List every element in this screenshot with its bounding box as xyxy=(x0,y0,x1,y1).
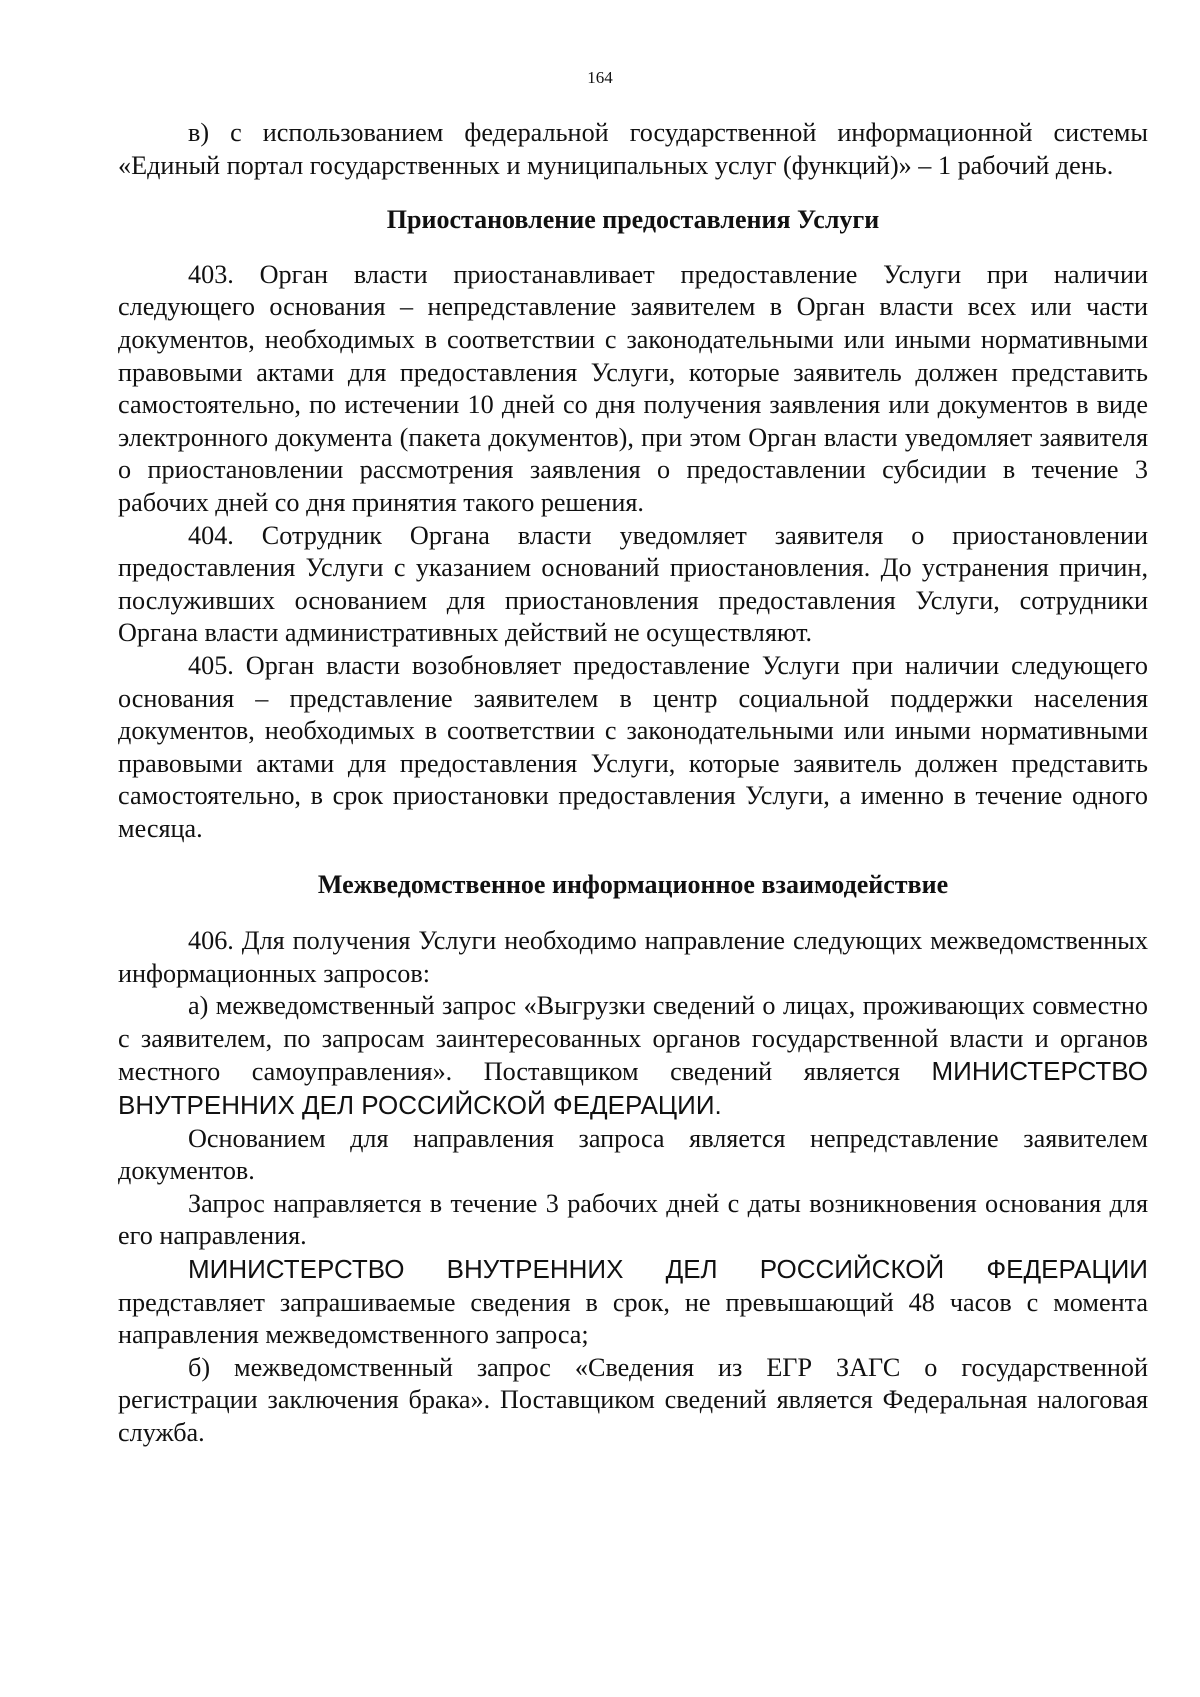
item-a-ministry: МИНИСТЕРСТВО ВНУТРЕННИХ ДЕЛ РОССИЙСКОЙ ФЕДЕРАЦИИ. xyxy=(118,1056,1148,1121)
paragraph-basis: Основанием для направления запроса является непредставление заявителем документов. xyxy=(118,1123,1148,1186)
section-heading-interagency: Межведомственное информационное взаимодействие xyxy=(317,870,949,900)
paragraph-406: 406. Для получения Услуги необходимо направление следующих межведомственных информационных запросов: xyxy=(118,926,1148,988)
section-heading-suspension: Приостановление предоставления Услуги xyxy=(386,205,880,235)
paragraph-item-b: б) межведомственный запрос «Сведения из ЕГР ЗАГС о государственной регистрации заключения брака». Поставщиком сведений является Федеральная налоговая служба. xyxy=(118,1352,1148,1447)
document-body xyxy=(118,117,1148,1450)
ministry-name: МИНИСТЕРСТВО ВНУТРЕННИХ ДЕЛ РОССИЙСКОЙ ФЕДЕРАЦИИ xyxy=(188,1254,1148,1284)
paragraph-404: 404. Сотрудник Органа власти уведомляет заявителя о приостановлении предоставления Услуги с указанием оснований приостановления. До устранения причин, послуживших основанием для приостановления предоставления Услуги, сотрудники Органа власти административных действий не осуществляют. xyxy=(118,520,1148,648)
paragraph-item-v: в) с использованием федеральной государственной информационной системы «Единый портал государственных и муниципальных услуг (функций)» – 1 рабочий день. xyxy=(118,118,1148,180)
paragraph-request-timing: Запрос направляется в течение 3 рабочих дней с даты возникновения основания для его направления. xyxy=(118,1188,1148,1251)
paragraph-405: 405. Орган власти возобновляет предоставление Услуги при наличии следующего основания – представление заявителем в центр социальной поддержки населения документов, необходимых в соответствии с законодательными или иными нормативными правовыми актами для предоставления Услуги, которые заявитель должен представить самостоятельно, в срок приостановки предоставления Услуги, а именно в течение одного месяца. xyxy=(118,650,1148,843)
paragraph-item-a xyxy=(118,990,1148,1122)
ministry-response-text: представляет запрашиваемые сведения в срок, не превышающий 48 часов с момента направления межведомственного запроса; xyxy=(118,1287,1148,1350)
page-number: 164 xyxy=(587,68,613,87)
paragraph-ministry-response xyxy=(118,1253,1148,1352)
item-a-text: а) межведомственный запрос «Выгрузки сведений о лицах, проживающих совместно с заявителем, по запросам заинтересованных органов государственной власти и органов местного самоуправления». Поставщиком сведений является xyxy=(118,991,1148,1087)
paragraph-403: 403. Орган власти приостанавливает предоставление Услуги при наличии следующего основания – непредставление заявителем в Орган власти всех или части документов, необходимых в соответствии с законодательными или иными нормативными правовыми актами для предоставления Услуги, которые заявитель должен представить самостоятельно, по истечении 10 дней со дня получения заявления или документов в виде электронного документа (пакета документов), при этом Орган власти уведомляет заявителя о приостановлении рассмотрения заявления о предоставлении субсидии в течение 3 рабочих дней со дня принятия такого решения. xyxy=(118,259,1148,517)
